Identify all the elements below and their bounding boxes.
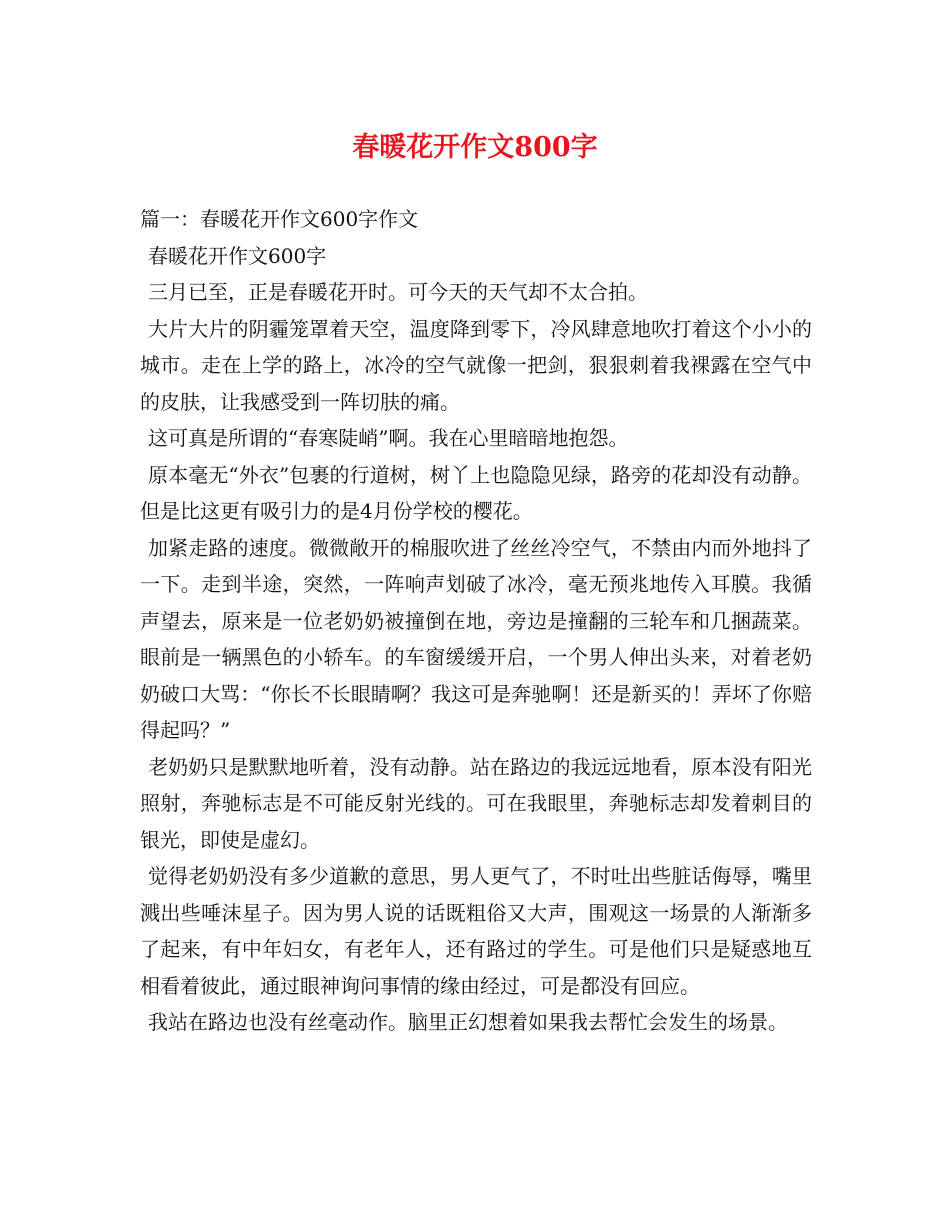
paragraph: 加紧走路的速度。微微敞开的棉服吹进了丝丝冷空气，不禁由内而外地抖了一下。走到半途，突然，一阵响声划破了冰冷，毫无预兆地传入耳膜。我循声望去，原来是一位老奶奶被撞倒在地，旁边是撞翻的三轮车和几捆蔬菜。眼前是一辆黑色的小轿车。的车窗缓缓开启，一个男人伸出头来，对着老奶奶破口大骂：“你长不长眼睛啊？我这可是奔驰啊！还是新买的！弄坏了你赔得起吗？”	[140, 535, 812, 742]
document-body	[140, 201, 812, 1041]
document-title: 春暖花开作文800字	[352, 132, 598, 163]
paragraph: 老奶奶只是默默地听着，没有动静。站在路边的我远远地看，原本没有阳光照射，奔驰标志是不可能反射光线的。可在我眼里，奔驰标志却发着刺目的银光，即使是虚幻。	[140, 754, 812, 852]
paragraph-subtitle: 春暖花开作文600字	[148, 243, 327, 268]
paragraph-section-heading: 篇一：春暖花开作文600字作文	[140, 207, 419, 231]
paragraph: 原本毫无“外衣”包裹的行道树，树丫上也隐隐见绿，路旁的花却没有动静。但是比这更有吸引力的是4月份学校的樱花。	[140, 462, 812, 523]
paragraph: 我站在路边也没有丝毫动作。脑里正幻想着如果我去帮忙会发生的场景。	[148, 1010, 788, 1034]
paragraph: 大片大片的阴霾笼罩着天空，温度降到零下，冷风肆意地吹打着这个小小的城市。走在上学的路上，冰冷的空气就像一把剑，狠狠刺着我裸露在空气中的皮肤，让我感受到一阵切肤的痛。	[140, 316, 812, 414]
paragraph: 觉得老奶奶没有多少道歉的意思，男人更气了，不时吐出些脏话侮辱，嘴里溅出些唾沫星子。因为男人说的话既粗俗又大声，围观这一场景的人渐渐多了起来，有中年妇女，有老年人，还有路过的学生。可是他们只是疑惑地互相看着彼此，通过眼神询问事情的缘由经过，可是都没有回应。	[140, 864, 812, 998]
paragraph: 这可真是所谓的“春寒陡峭”啊。我在心里暗暗地抱怨。	[148, 426, 629, 450]
paragraph: 三月已至，正是春暖花开时。可今天的天气却不太合拍。	[148, 280, 648, 304]
